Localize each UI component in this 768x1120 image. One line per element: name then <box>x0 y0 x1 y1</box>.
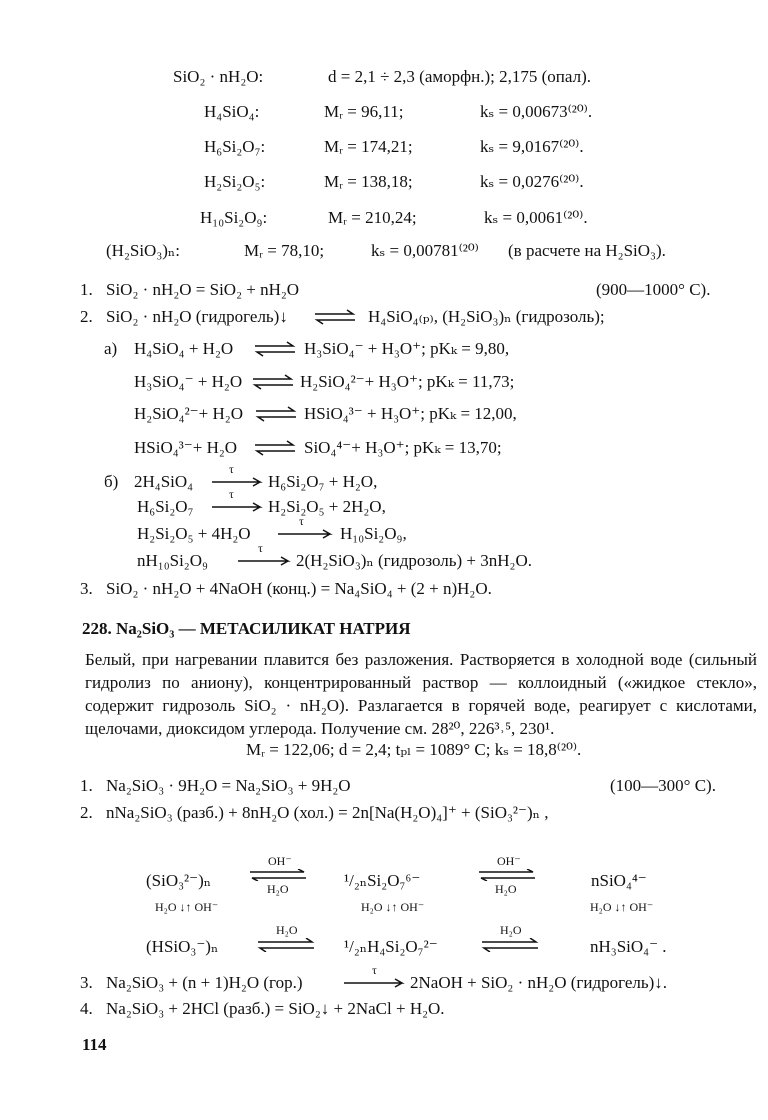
scheme-species: nSiO₄⁴⁻ <box>591 871 647 890</box>
equilibrium-arrow <box>251 374 295 390</box>
equilibrium-arrow <box>253 440 297 456</box>
scheme-species: ¹/₂ₙH₄Si₂O₇²⁻ <box>344 937 438 956</box>
dissociation-step-1-lhs: H₄SiO₄ + H₂O <box>134 339 234 358</box>
reaction-number: 3. <box>80 579 93 598</box>
silica-gel-equilibrium-lhs: SiO₂ · nH₂O (гидрогель)↓ <box>106 307 288 326</box>
formula-h2si2o5: H₂Si₂O₅: <box>204 172 266 191</box>
scheme-species: ¹/₂ₙSi₂O₇⁶⁻ <box>344 871 421 890</box>
scheme-equilibrium-label: H₂O ↓↑ OH⁻ <box>155 900 219 914</box>
silica-dehydration-equation: SiO₂ · nH₂O = SiO₂ + nH₂O <box>106 280 300 299</box>
oh-label: OH⁻ <box>268 854 292 868</box>
equilibrium-arrow <box>253 341 297 357</box>
silica-naoh-equation: SiO₂ · nH₂O + 4NaOH (конц.) = Na₄SiO₄ + (2 + n)H₂O. <box>106 579 492 598</box>
reaction-number: 2. <box>80 307 93 326</box>
heating-label: τ <box>372 963 377 977</box>
condensation-step-2-rhs: H₂Si₂O₅ + 2H₂O, <box>268 497 386 516</box>
section-heading: 228. Na₂SiO₃ — МЕТАСИЛИКАТ НАТРИЯ <box>82 619 411 638</box>
scheme-equilibrium-label: H₂O ↓↑ OH⁻ <box>590 900 654 914</box>
density-value: d = 2,1 ÷ 2,3 (аморфн.); 2,175 (опал). <box>328 67 591 86</box>
dissociation-step-2-rhs: H₂SiO₄²⁻+ H₃O⁺; pKₖ = 11,73; <box>300 372 515 391</box>
h2o-label: H₂O <box>495 882 517 896</box>
solubility-h10si2o9: kₛ = 0,0061⁽²⁰⁾. <box>484 208 588 227</box>
reaction-number: 1. <box>80 280 93 299</box>
page-number: 114 <box>82 1035 107 1054</box>
heating-label: τ <box>229 462 234 476</box>
equilibrium-arrow <box>256 938 316 952</box>
dissociation-step-4-rhs: SiO₄⁴⁻+ H₃O⁺; pKₖ = 13,70; <box>304 438 502 457</box>
scheme-species: (HSiO₃⁻)ₙ <box>146 937 219 956</box>
heating-label: τ <box>229 487 234 501</box>
molar-mass-h6si2o7: Mᵣ = 174,21; <box>324 137 413 156</box>
molar-mass-h4sio4: Mᵣ = 96,11; <box>324 102 404 121</box>
equilibrium-arrow <box>477 869 537 881</box>
formula-h10si2o9: H₁₀Si₂O₉: <box>200 208 268 227</box>
molar-mass-h10si2o9: Mᵣ = 210,24; <box>328 208 417 227</box>
scheme-equilibrium-label: H₂O ↓↑ OH⁻ <box>361 900 425 914</box>
molar-mass-h2si2o5: Mᵣ = 138,18; <box>324 172 413 191</box>
scheme-species: nH₃SiO₄⁻ . <box>590 937 667 956</box>
hcl-reaction-equation: Na₂SiO₃ + 2HCl (разб.) = SiO₂↓ + 2NaCl + H₂O. <box>106 999 445 1018</box>
equilibrium-arrow <box>313 309 357 325</box>
hot-hydrolysis-rhs: 2NaOH + SiO₂ · nH₂O (гидрогель)↓. <box>410 973 668 992</box>
forward-arrow <box>210 476 264 488</box>
reaction-number: 2. <box>80 803 93 822</box>
solubility-h6si2o7: kₛ = 9,0167⁽²⁰⁾. <box>480 137 584 156</box>
reaction-number: 4. <box>80 999 93 1018</box>
formula-h4sio4: H₄SiO₄: <box>204 102 260 121</box>
subsection-label-a: а) <box>104 339 118 358</box>
forward-arrow <box>276 528 334 540</box>
condensation-step-1-rhs: H₆Si₂O₇ + H₂O, <box>268 472 378 491</box>
equilibrium-arrow <box>480 938 540 952</box>
condensation-step-2-lhs: H₆Si₂O₇ <box>137 497 194 516</box>
dissociation-step-3-rhs: HSiO₄³⁻ + H₃O⁺; pKₖ = 12,00, <box>304 404 517 423</box>
equilibrium-arrow <box>248 869 308 881</box>
dissociation-step-2-lhs: H₃SiO₄⁻ + H₂O <box>134 372 243 391</box>
nonahydrate-dehydration-equation: Na₂SiO₃ · 9H₂O = Na₂SiO₃ + 9H₂O <box>106 776 351 795</box>
silica-dehydration-condition: (900—1000° C). <box>596 280 711 299</box>
subsection-label-b: б) <box>104 472 119 491</box>
forward-arrow <box>342 977 406 989</box>
hot-hydrolysis-lhs: Na₂SiO₃ + (n + 1)H₂O (гор.) <box>106 973 303 992</box>
dissociation-step-3-lhs: H₂SiO₄²⁻+ H₂O <box>134 404 243 423</box>
molar-mass-polysilicic: Mᵣ = 78,10; <box>244 241 325 260</box>
condensation-step-3-rhs: H₁₀Si₂O₉, <box>340 524 407 543</box>
condensation-step-4-rhs: 2(H₂SiO₃)ₙ (гидрозоль) + 3nH₂O. <box>296 551 532 570</box>
dissociation-step-4-lhs: HSiO₄³⁻+ H₂O <box>134 438 238 457</box>
heating-label: τ <box>258 541 263 555</box>
solubility-polysilicic: kₛ = 0,00781⁽²⁰⁾ <box>371 241 479 260</box>
solubility-h2si2o5: kₛ = 0,0276⁽²⁰⁾. <box>480 172 584 191</box>
reaction-number: 3. <box>80 973 93 992</box>
compound-description: Белый, при нагревании плавится без разложения. Растворяется в холодной воде (сильный гидролиз по аниону), концентрированный раствор — коллоидный («жидкое стекло», содержит гидрозоль SiO₂ · nH₂O). Разлагается в горячей воде, реагирует с кислотами, щелочами, диоксидом углерода. Получение см. 28²⁰, 226³˒⁵, 230¹. <box>85 650 757 738</box>
h2o-label: H₂O <box>267 882 289 896</box>
forward-arrow <box>210 501 264 513</box>
condensation-step-4-lhs: nH₁₀Si₂O₉ <box>137 551 208 570</box>
silica-gel-equilibrium-rhs: H₄SiO₄₍ₚ₎, (H₂SiO₃)ₙ (гидрозоль); <box>368 307 605 326</box>
formula-h6si2o7: H₆Si₂O₇: <box>204 137 266 156</box>
heating-label: τ <box>299 514 304 528</box>
h2o-label: H₂O <box>500 923 522 937</box>
calculation-note: (в расчете на H₂SiO₃). <box>508 241 666 260</box>
condensation-step-1-lhs: 2H₄SiO₄ <box>134 472 194 491</box>
compound-properties: Mᵣ = 122,06; d = 2,4; tₚₗ = 1089° C; kₛ = 18,8⁽²⁰⁾. <box>246 740 582 759</box>
hydrolysis-equation: nNa₂SiO₃ (разб.) + 8nH₂O (хол.) = 2n[Na(H₂O)₄]⁺ + (SiO₃²⁻)ₙ , <box>106 803 549 822</box>
scheme-species: (SiO₃²⁻)ₙ <box>146 871 212 890</box>
forward-arrow <box>236 555 292 567</box>
condensation-step-3-lhs: H₂Si₂O₅ + 4H₂O <box>137 524 251 543</box>
equilibrium-arrow <box>254 406 298 422</box>
oh-label: OH⁻ <box>497 854 521 868</box>
formula-polysilicic: (H₂SiO₃)ₙ: <box>106 241 180 260</box>
dissociation-step-1-rhs: H₃SiO₄⁻ + H₃O⁺; pKₖ = 9,80, <box>304 339 510 358</box>
formula-sio2-nh2o: SiO₂ · nH₂O: <box>173 67 264 86</box>
h2o-label: H₂O <box>276 923 298 937</box>
solubility-h4sio4: kₛ = 0,00673⁽²⁰⁾. <box>480 102 593 121</box>
reaction-number: 1. <box>80 776 93 795</box>
nonahydrate-dehydration-condition: (100—300° C). <box>610 776 716 795</box>
